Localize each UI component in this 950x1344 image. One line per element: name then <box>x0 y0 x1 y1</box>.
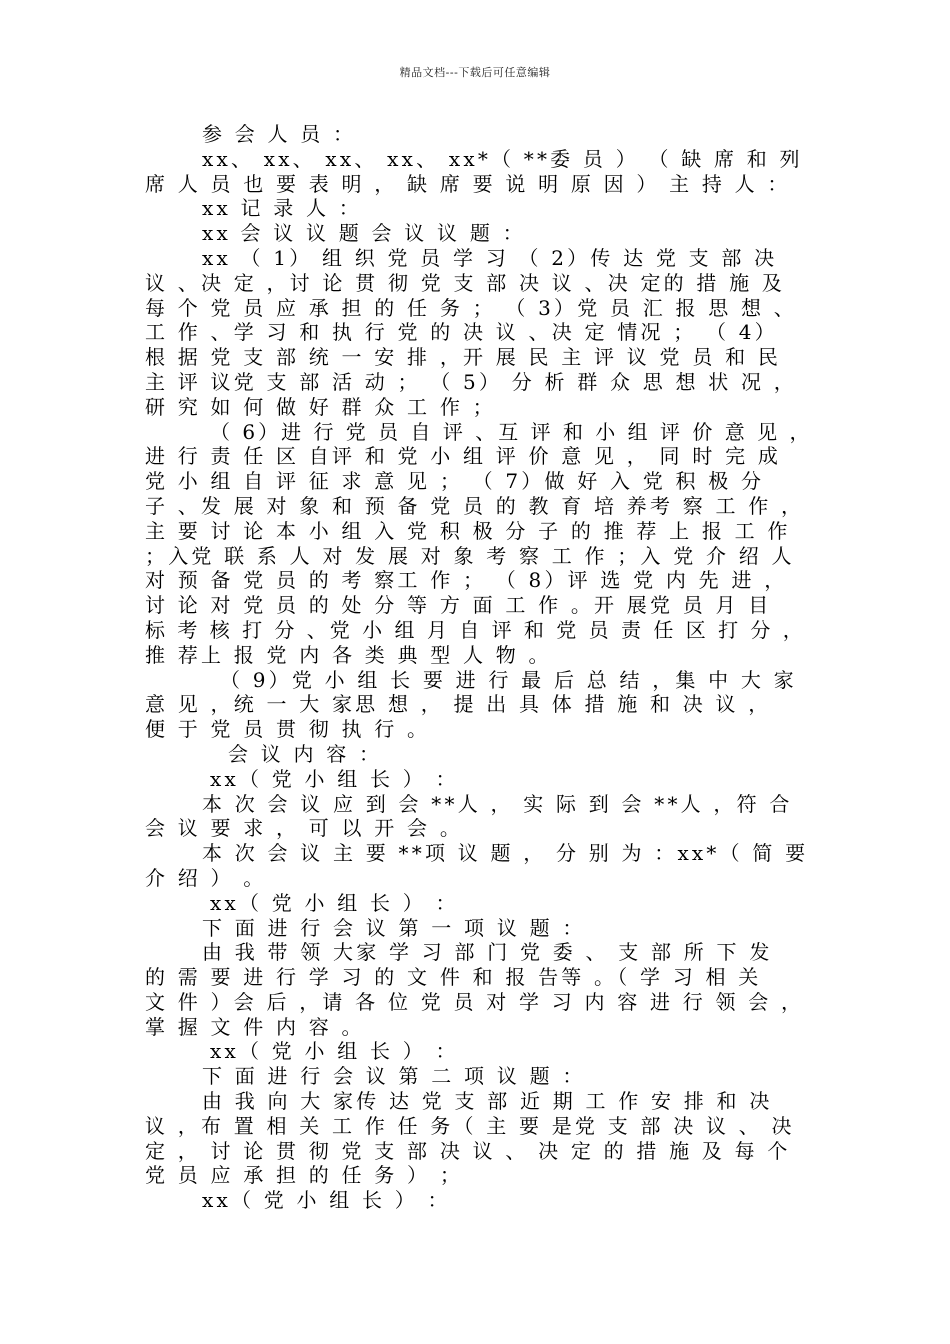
text-line: 下 面 进 行 会 议 第 一 项 议 题 ： <box>202 915 586 940</box>
text-line: 便 于 党 员 贯 彻 执 行 。 <box>145 717 431 742</box>
text-line: 进 行 责 任 区 自评 和 党 小 组 评 价 意 见 ， 同 时 完 成 <box>145 444 782 469</box>
text-line: xx（ 党 小 组 长 ） ： <box>210 1039 459 1064</box>
text-line: xx 记 录 人 ： <box>202 196 362 221</box>
text-line: 掌 握 文 件 内 容 。 <box>145 1014 365 1039</box>
document-body <box>145 122 813 1213</box>
text-line: 推 荐上 报 党 内 各 类 典 型 人 物 。 <box>145 642 552 667</box>
text-line: （ 6）进 行 党 员 自 评 、互 评 和 小 组 评 价 意 见 ， <box>210 419 813 444</box>
text-line: xx（ 党 小 组 长 ） ： <box>210 890 459 915</box>
text-line: 会 议 内 容 ： <box>228 741 383 766</box>
text-line: 子 、发 展 对 象 和 预 备 党 员 的 教 育 培 养考 察 工 作 ， <box>145 493 805 518</box>
text-line: 讨 论 对 党 员 的 处 分 等 方 面 工 作 。开 展党 员 月 目 <box>145 593 772 618</box>
text-line: 参 会 人 员 ： <box>202 122 357 146</box>
text-line: 党 小 组 自 评 征 求 意 见 ； （ 7）做 好 入 党 积 极 分 <box>145 469 765 494</box>
text-line: 对 预 备 党 员 的 考 察工 作 ； （ 8）评 选 党 内 先 进 ， <box>145 568 788 593</box>
text-line: 意 见 ，统 一 大 家思 想 ， 提 出 具 体 措 施 和 决 议 ， <box>145 692 772 717</box>
text-line: 介 绍 ） 。 <box>145 865 267 890</box>
text-line: xx、 xx、 xx、 xx、 xx*（ **委 员 ） （ 缺 席 和 列 <box>202 146 803 171</box>
text-line: 本 次 会 议 应 到 会 **人 ， 实 际 到 会 **人 ，符 合 <box>202 791 793 816</box>
text-line: 党 员 应 承 担 的 任 务 ） ； <box>145 1163 464 1188</box>
text-line: 会 议 要 求 ， 可 以 开 会 。 <box>145 816 464 841</box>
text-line: （ 9）党 小 组 长 要 进 行 最 后 总 结 ，集 中 大 家 <box>220 667 797 692</box>
text-line: 工 作 、学 习 和 执 行 党 的 决 议 、决 定 情况 ； （ 4） <box>145 320 778 345</box>
text-line: 每 个 党 员 应 承 担 的 任 务 ； （ 3）党 员 汇 报 思 想 、 <box>145 295 797 320</box>
text-line: 由 我 带 领 大家 学 习 部 门 党 委 、 支 部 所 下 发 <box>202 940 773 965</box>
text-line: 标 考 核 打 分 、党 小 组 月 自 评 和 党 员 责 任 区 打 分 ， <box>145 617 806 642</box>
text-line: 议 、决 定 ，讨 论 贯 彻 党 支 部 决 议 、决 定的 措 施 及 <box>145 270 786 295</box>
text-line: 文 件 ）会 后 ，请 各 位 党 员 对 学 习 内 容 进 行 领 会 ， <box>145 989 805 1014</box>
text-line: 根 据 党 支 部 统 一 安 排 ，开 展 民 主 评 议 党 员 和 民 <box>145 345 782 370</box>
text-line: 研 究 如 何 做 好 群 众 工 作 ； <box>145 394 496 419</box>
text-line: 的 需 要 进 行 学 习 的 文 件 和 报 告等 。（ 学 习 相 关 <box>145 965 762 990</box>
text-line: 下 面 进 行 会 议 第 二 项 议 题 ： <box>202 1064 586 1089</box>
page-header: 精品文档---下载后可任意编辑 <box>399 66 551 79</box>
text-line: xx（ 党 小 组 长 ） ： <box>202 1188 451 1213</box>
text-line: 议 ，布 置 相 关 工 作 任 务（ 主 要 是党 支 部 决 议 、 决 <box>145 1113 795 1138</box>
text-line: 本 次 会 议 主 要 **项 议 题 ， 分 别 为 ：xx*（ 简 要 <box>202 841 809 866</box>
text-line: 定 ， 讨 论 贯 彻 党 支 部 决 议 、 决 定 的 措 施 及 每 个 <box>145 1138 791 1163</box>
text-line: xx（ 党 小 组 长 ） ： <box>210 766 459 791</box>
text-line: 由 我 向 大 家传 达 党 支 部 近 期 工 作 安 排 和 决 <box>202 1089 773 1114</box>
text-line: xx （ 1） 组 织 党 员 学 习 （ 2）传 达 党 支 部 决 <box>202 245 778 270</box>
text-line: xx 会 议 议 题 会 议 议 题 ： <box>202 221 526 246</box>
text-line: 主 评 议党 支 部 活 动 ； （ 5） 分 析 群 众 思 想 状 况 ， <box>145 369 797 394</box>
text-line: 席 人 员 也 要 表 明 ， 缺 席 要 说 明 原 因 ） 主 持 人 ： <box>145 171 791 196</box>
text-line: 主 要 讨 论 本 小 组 入 党 积 极 分 子 的 推 荐 上 报 工 作 <box>145 518 791 543</box>
text-line: ；入党 联 系 人 对 发 展 对 象 考 察 工 作 ；入 党 介 绍 人 <box>145 543 795 568</box>
